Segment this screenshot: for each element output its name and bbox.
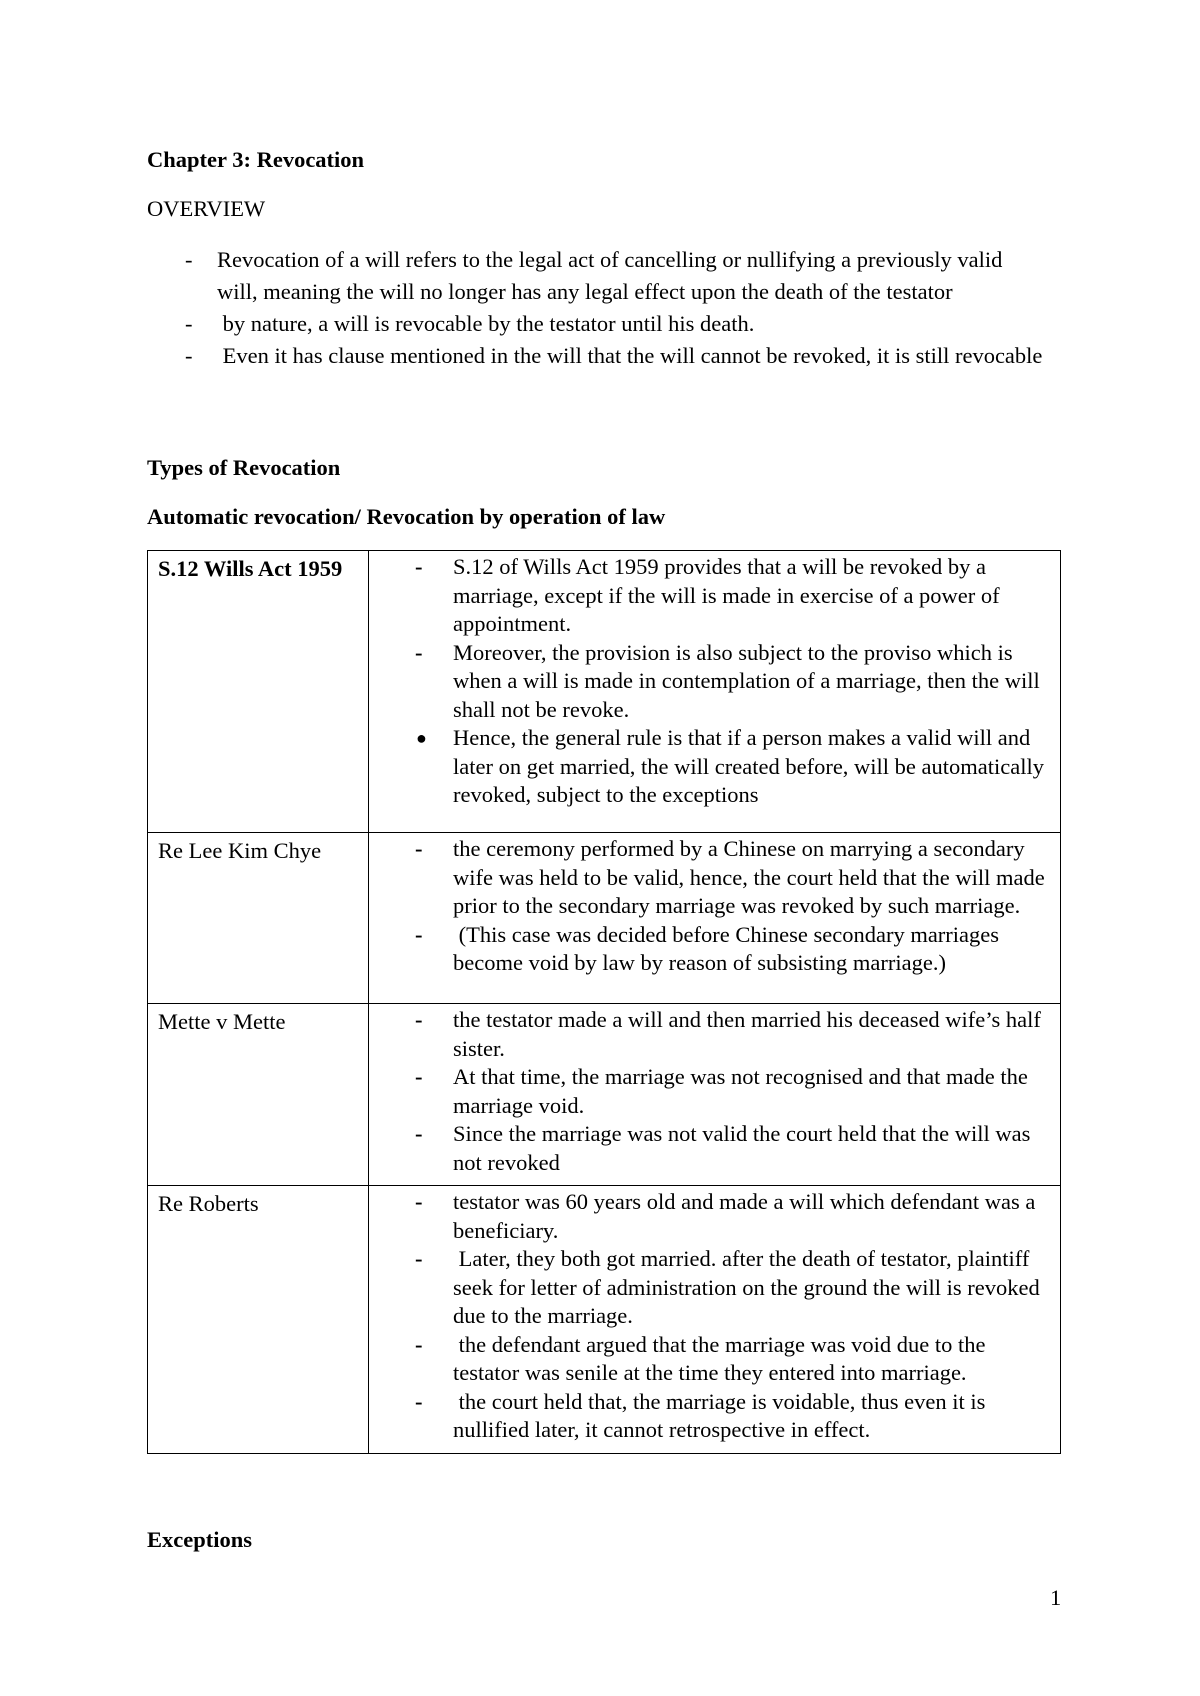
chapter-title: Chapter 3: Revocation [147,147,365,172]
case-body-cell [369,1186,1061,1454]
dash-marker: - [185,343,193,368]
points-list [369,1188,1050,1445]
list-item [147,308,1047,340]
overview-list [147,244,1047,372]
list-item [369,921,1050,978]
list-item [369,1006,1050,1063]
dash-marker: - [415,1007,423,1032]
list-item-text: Even it has clause mentioned in the will that the will cannot be revoked, it is still revocable [217,343,1043,368]
case-name-cell: Re Roberts [148,1186,369,1454]
list-item [369,1188,1050,1245]
table-row [148,1004,1061,1186]
point-text: Later, they both got married. after the death of testator, plaintiff seek for letter of administration on the ground the will is revoked due to the marriage. [453,1246,1046,1328]
dash-marker: - [415,1388,423,1414]
bullet-marker: ● [416,728,427,748]
point-text: the ceremony performed by a Chinese on marrying a secondary wife was held to be valid, hence, the court held that the will made prior to the secondary marriage was revoked by such marriage. [453,836,1045,918]
list-item-text: by nature, a will is revocable by the testator until his death. [217,311,755,336]
types-heading: Types of Revocation [147,455,341,480]
case-name-cell: Re Lee Kim Chye [148,833,369,1004]
list-item-text: Revocation of a will refers to the legal act of cancelling or nullifying a previously valid will, meaning the will no longer has any legal effect upon the death of the testator [217,247,1003,304]
dash-marker: - [415,836,423,861]
table-row [148,1186,1061,1454]
dash-marker: - [415,921,423,947]
dash-marker: - [415,1246,423,1271]
list-item [147,340,1047,372]
cases-table [147,550,1061,1454]
point-text: the testator made a will and then married his deceased wife’s half sister. [453,1007,1041,1061]
point-text: At that time, the marriage was not recognised and that made the marriage void. [453,1064,1028,1118]
list-item [369,639,1050,725]
list-item [369,1063,1050,1120]
points-list [369,1006,1050,1177]
point-text: Moreover, the provision is also subject to the proviso which is when a will is made in contemplation of a marriage, then the will shall not be revoke. [453,639,1040,722]
points-list [369,835,1050,978]
list-item [369,724,1050,810]
point-text: testator was 60 years old and made a will which defendant was a beneficiary. [453,1189,1036,1243]
list-item [369,835,1050,921]
list-item [369,1331,1050,1388]
point-text: the defendant argued that the marriage was void due to the testator was senile at the time they entered into marriage. [453,1331,992,1385]
dash-marker: - [415,1064,423,1089]
point-text: Since the marriage was not valid the court held that the will was not revoked [453,1121,1031,1175]
table-row [148,551,1061,833]
case-name-cell: Mette v Mette [148,1004,369,1186]
point-text: S.12 of Wills Act 1959 provides that a will be revoked by a marriage, except if the will is made in exercise of a power of appointment. [453,554,1000,636]
exceptions-heading: Exceptions [147,1527,253,1552]
point-text: the court held that, the marriage is voidable, thus even it is nullified later, it cannot retrospective in effect. [453,1388,991,1442]
dash-marker: - [185,311,193,336]
table-row [148,833,1061,1004]
dash-marker: - [415,1331,423,1357]
overview-heading: OVERVIEW [147,196,266,221]
list-item [369,1388,1050,1445]
dash-marker: - [415,639,423,665]
point-text: (This case was decided before Chinese secondary marriages become void by law by reason of subsisting marriage.) [453,921,1005,975]
points-list [369,553,1050,810]
case-name-cell: S.12 Wills Act 1959 [148,551,369,833]
case-body-cell [369,1004,1061,1186]
automatic-revocation-heading: Automatic revocation/ Revocation by operation of law [147,504,666,529]
list-item [369,1245,1050,1331]
dash-marker: - [185,247,193,272]
case-body-cell [369,551,1061,833]
list-item [369,1120,1050,1177]
dash-marker: - [415,554,423,579]
page-number: 1 [1050,1585,1062,1610]
list-item [369,553,1050,639]
dash-marker: - [415,1121,423,1146]
case-body-cell [369,833,1061,1004]
list-item [147,244,1047,308]
point-text: Hence, the general rule is that if a person makes a valid will and later on get married, the will created before, will be automatically revoked, subject to the exceptions [453,725,1044,807]
dash-marker: - [415,1189,423,1214]
